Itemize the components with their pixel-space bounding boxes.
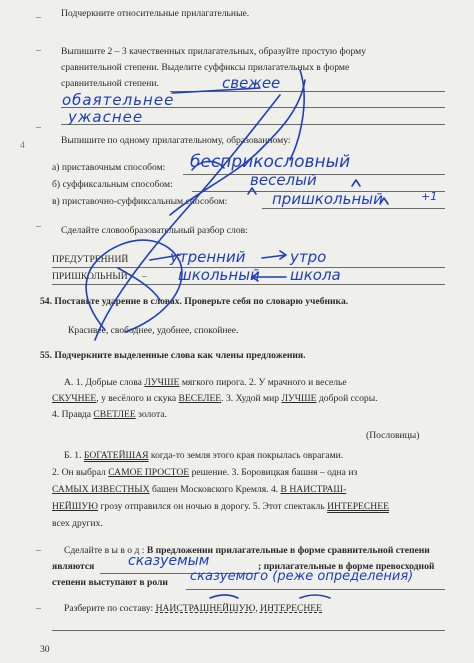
conclusion-line2-b: ; прилагательные в форме превосходной bbox=[258, 561, 435, 572]
composition-words: НАИСТРАШНЕЙШУЮ, ИНТЕРЕСНЕЕ bbox=[155, 603, 322, 614]
ex55-text: , у весёлого и скука bbox=[96, 393, 179, 404]
ex55-text: мягкого пирога. 2. У мрачного и веселье bbox=[179, 377, 347, 388]
ex55-word-samoe-prostoe: САМОЕ ПРОСТОЕ bbox=[108, 467, 190, 478]
handwritten-parse-1a: утренний bbox=[170, 248, 246, 266]
ex55-word-bogateyshaya: БОГАТЕЙШАЯ bbox=[83, 450, 149, 461]
handwritten-parse-2a: школьный bbox=[178, 266, 260, 284]
ex55-text: башен Московского Кремля. 4. bbox=[149, 484, 281, 495]
ex55-text: А. 1. Добрые слова bbox=[64, 377, 145, 388]
method-suffix-label: б) суффиксальным способом: bbox=[52, 179, 173, 190]
ink-underline bbox=[172, 88, 260, 93]
ex55-word-samykh-izvestnykh: САМЫХ ИЗВЕСТНЫХ bbox=[52, 484, 150, 495]
instruction-comparative-line3: сравнительной степени. bbox=[61, 78, 159, 89]
ink-caret bbox=[352, 180, 360, 186]
instruction-underline-relative: Подчеркните относительные прилагательные. bbox=[61, 8, 250, 19]
margin-dash-mark: – bbox=[36, 221, 41, 232]
ex55-word-neyshuyu: НЕЙШУЮ bbox=[52, 501, 99, 512]
handwritten-suffix-word: веселый bbox=[250, 171, 317, 189]
handwritten-prefix-word: бесприкословный bbox=[190, 152, 351, 172]
handwritten-comparative-2: обаятельнее bbox=[62, 91, 175, 109]
handwritten-conclusion-2: сказуемого (реже определения) bbox=[190, 569, 414, 584]
margin-dash-mark: – bbox=[36, 12, 41, 23]
conclusion-prompt: В предложении прилагательные в форме сравнительной степени bbox=[146, 545, 430, 556]
ink-arrow bbox=[262, 251, 286, 259]
ex55-text: доброй ссоры. bbox=[316, 393, 378, 404]
parse-word-2: ПРИШКОЛЬНЫЙ bbox=[52, 271, 128, 282]
parse-word-1: ПРЕДУТРЕННИЙ bbox=[52, 254, 129, 265]
ink-morpheme-arc bbox=[300, 595, 330, 598]
ink-morpheme-arc bbox=[210, 595, 238, 598]
ex55-word-skuchnee: СКУЧНЕЕ bbox=[52, 393, 97, 404]
composition-label: Разберите по составу: bbox=[64, 603, 156, 614]
ex55-b-line5: всех других. bbox=[52, 518, 103, 529]
page-number: 30 bbox=[40, 644, 50, 655]
parse-dash-2: – bbox=[142, 271, 147, 282]
ex55-text: . 3. Худой мир bbox=[221, 393, 282, 404]
handwritten-comparative-3: ужаснее bbox=[68, 108, 144, 126]
handwritten-mark: +1 bbox=[421, 190, 438, 203]
ink-diagonal-stroke bbox=[95, 95, 280, 340]
ink-curve-stroke bbox=[118, 268, 160, 300]
handwritten-conclusion-1: сказуемым bbox=[128, 553, 210, 569]
ink-caret bbox=[380, 198, 388, 204]
ink-arrow bbox=[252, 273, 286, 281]
ink-arrow bbox=[150, 255, 180, 260]
margin-note: 4 bbox=[20, 140, 25, 151]
ex55-text: 4. Правда bbox=[52, 409, 94, 420]
ex55-word-interesnee: ИНТЕРЕСНЕЕ bbox=[327, 501, 389, 512]
ex55-text: золота. bbox=[135, 409, 167, 420]
handwritten-comparative-1: свежее bbox=[222, 74, 281, 92]
ink-loop-stroke bbox=[86, 240, 182, 332]
ex55-word-naistrash: В НАИСТРАШ- bbox=[280, 484, 347, 495]
ex55-word-luchshe-1: ЛУЧШЕ bbox=[144, 377, 180, 388]
ex55-text: Б. 1. bbox=[64, 450, 84, 461]
ex55-word-luchshe-2: ЛУЧШЕ bbox=[281, 393, 317, 404]
ex55-source: (Пословицы) bbox=[366, 430, 420, 441]
ex55-text: когда-то земля этого края покрылась оврагами. bbox=[148, 450, 344, 461]
exercise-54-title: 54. Поставьте ударение в словах. Проверьте себя по словарю учебника. bbox=[40, 296, 349, 307]
instruction-comparative-line2: сравнительной степени. Выделите суффиксы прилагательных в форме bbox=[61, 62, 350, 73]
conclusion-label: Сделайте в ы в о д : bbox=[64, 545, 147, 556]
ex55-text: 2. Он выбрал bbox=[52, 467, 109, 478]
exercise-54-words: Красивее, свободнее, удобнее, спокойнее. bbox=[68, 325, 239, 336]
instruction-comparative-line1: Выпишите 2 – 3 качественных прилагательных, образуйте простую форму bbox=[61, 46, 367, 57]
ink-curve-stroke bbox=[290, 70, 304, 160]
instruction-derivation: Выпишите по одному прилагательному, образованному: bbox=[61, 135, 291, 146]
margin-dash-mark: – bbox=[36, 545, 41, 556]
ex55-text: решение. 3. Боровицкая башня – одна из bbox=[189, 467, 358, 478]
conclusion-line2-a: являются bbox=[52, 561, 95, 572]
ex55-word-svetlee: СВЕТЛЕЕ bbox=[93, 409, 136, 420]
ex55-word-veselee: ВЕСЕЛЕЕ bbox=[178, 393, 222, 404]
ink-prefix-arc bbox=[192, 161, 224, 170]
margin-dash-mark: – bbox=[36, 122, 41, 133]
conclusion-line3-a: степени выступают в роли bbox=[52, 577, 168, 588]
ink-caret bbox=[248, 188, 256, 194]
handwritten-prefix-suffix-word: пришкольный bbox=[272, 190, 383, 208]
handwritten-parse-2b: школа bbox=[290, 266, 341, 284]
margin-dash-mark: – bbox=[36, 603, 41, 614]
handwritten-parse-1b: утро bbox=[290, 248, 327, 266]
instruction-word-parse: Сделайте словообразовательный разбор слов: bbox=[61, 225, 248, 236]
exercise-55-title: 55. Подчеркните выделенные слова как члены предложения. bbox=[40, 350, 306, 361]
ex55-text: грозу отправился он ночью в дорогу. 5. Этот спектакль bbox=[98, 501, 328, 512]
method-prefix-label: а) приставочным способом: bbox=[52, 162, 166, 173]
parse-dash-1: – bbox=[149, 254, 154, 265]
method-prefix-suffix-label: в) приставочно-суффиксальным способом: bbox=[52, 196, 228, 207]
margin-dash-mark: – bbox=[36, 45, 41, 56]
